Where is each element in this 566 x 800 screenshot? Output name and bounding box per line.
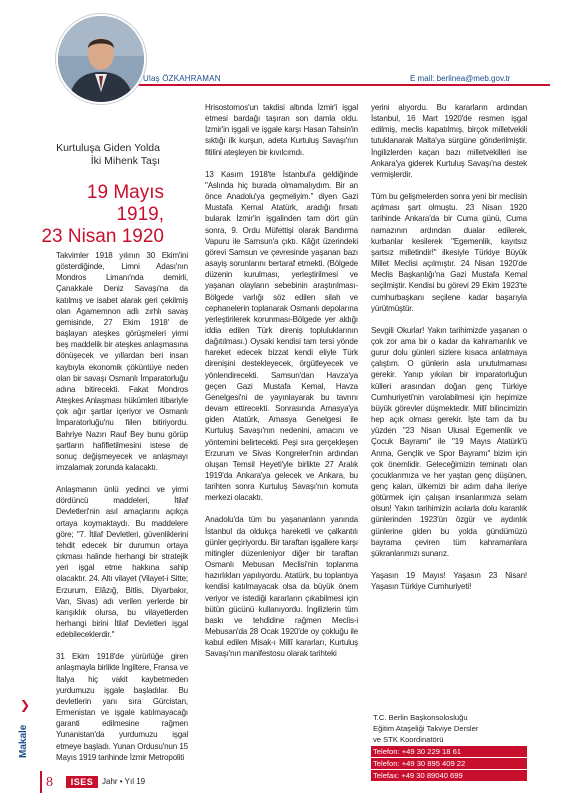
signature-institution: T.C. Berlin Başkonsolosluğu bbox=[373, 713, 468, 722]
paragraph: Tüm bu gelişmelerden sonra yeni bir meclisin açılması şart olmuştu. 23 Nisan 1920 tarihinde Ankara'da bir Cuma günü, Cuma namazının ardından dualar edilerek, kurbanlar kesilerek "Egemenlik, kayıtsız şartsız milletindir!" ilkesiyle Türkiye Büyük Millet Meclisi açılmıştır. 24 Nisan 1920'de Meclis Başkanlığı'na Gazi Mustafa Kemal seçilmiştir. Kendisi bu görevi 29 Ekim 1923'te cumhurbaşkanı seçilene kadar başarıyla yürütmüştür. bbox=[371, 192, 527, 313]
section-label: Makale bbox=[18, 724, 29, 758]
signature-department: Eğitim Ataşeliği Takviye Dersler bbox=[373, 724, 479, 734]
issue-info: Jahr • Yıl 19 bbox=[102, 777, 146, 786]
text-column-3 bbox=[371, 102, 527, 603]
title-line-2: 23 Nisan 1920 bbox=[41, 226, 164, 247]
paragraph: 13 Kasım 1918'te İstanbul'a geldiğinde "Aslında hiç burada olmamalıydım. Bir an önce Anadolu'ya geçmeliyim." diyen Gazi Mustafa Kemal Atatürk, aradığı fırsatı bularak İzmir'in işgalinden tam dört gün sonra, 9. Ordu Müfettişi olarak Bandırma Vapuru ile Samsun'a çıktı. Kâğıt üzerindeki görevi Samsun ve çevresinde yaşanan bazı asayiş sorunlarını bertaraf etmekti. (Bölgede düzenin kurulması, yerleştirilmesi ve yaşanan olayların sebebinin araştırılması-Bölgede varlığı söz edilen silah ve cephanelerin toplanarak Osmanlı depolarına yerleştirilerek korunması-Bölgede yer aldığı iddia edilen Türk direniş topluluklarının dağıtılması.) Oysaki kendisi tam tersi yönde hareket edecek bizzat kendi eliyle Türk direnişini destekleyecek, örgütleyecek ve yönlendirecekti. Samsun'dan Havza'ya geçen Gazi Mustafa Kemal, Havza Genelgesi'ni de yayınlayarak bu tavrını devam ettirecekti. Sonrasında Amasya'ya giden Atatürk, Amasya Genelgesi ile Kurtuluş Savaşı'nın nedenini, amacını ve yöntemini belirtecekti. Peşi sıra gerçekleşen Erzurum ve Sivas Kongreleri'nin ardından oluşan Temsil Heyeti'yle birlikte 27 Aralık 1919'da Ankara'ya gelecek ve Ankara, bu tarihten sonra Kurtuluş Savaşı'nın komuta merkezi olacaktı. bbox=[205, 169, 358, 503]
section-side-label bbox=[14, 698, 42, 758]
paragraph: yerini alıyordu. Bu kararların ardından İstanbul, 16 Mart 1920'de resmen işgal edilmiş, meclis kapatılmış, birçok milletvekili tutuklanarak Malta'ya sürgüne gönderilmiştir. İngilizlerden kaçan bazı milletvekilleri ise Ankara'ya giderek Kurtuluş Savaşı'na destek vermişlerdir. bbox=[371, 103, 527, 179]
paragraph: Anlaşmanın ünlü yedinci ve yirmi dördüncü maddeleri, İtilaf Devletleri'nin asıl amaçlarını açıkça ortaya koymaktaydı. Bu maddelere göre; "7. İtilaf Devletleri, güvenliklerini tehdit edecek bir durumun ortaya çıkması halinde herhangi bir stratejik yeri işgal etme hakkına sahip olacaktır. 24. Altı vilayet (Vilayet-i Sitte; Erzurum, Elâzığ, Bitlis, Diyarbakır, Van, Sivas) adı verilen yerlerde bir karışıklık olursa, bu vilayetlerden herhangi birini İtilaf Devletleri işgal edebileceklerdir." bbox=[56, 485, 188, 640]
signature-role: ve STK Koordinatörü bbox=[373, 735, 444, 745]
author-photo bbox=[56, 14, 146, 104]
signature-phone-1: Telefon: +49 30 229 18 61 bbox=[371, 746, 527, 757]
text-column-2 bbox=[205, 102, 358, 671]
paragraph: 31 Ekim 1918'de yürürlüğe giren anlaşmayla birlikte İngiltere, Fransa ve İtalya hiç vakit kaybetmeden yurdumuzu işgale başladılar. Bu devletlerin yanı sıra Gürcistan, Ermenistan ve işgale katılmayacağı garanti edilmesine rağmen Yunanistan'da yurdumuzu işgal etmeye başladı. Yunan Ordusu'nun 15 Mayıs 1919 tarihinde İzmir Metropoliti bbox=[56, 652, 188, 762]
article-title bbox=[40, 182, 164, 248]
closing-slogan: Yaşasın 19 Mayıs! Yaşasın 23 Nisan! Yaşasın Türkiye Cumhuriyeti! bbox=[371, 571, 527, 592]
chevron-right-icon: ❯ bbox=[20, 698, 31, 712]
author-signature-block bbox=[371, 712, 527, 782]
paragraph: Anadolu'da tüm bu yaşananların yanında İstanbul da oldukça hareketli ve çalkantılı günler geçiriyordu. Bir taraftan işgallere karşı mitingler düzenleniyor diğer bir taraftan Osmanlı Mebusan Meclisi'nin toplanma hazırlıkları yapılıyordu. Atatürk, bu toplantıya kendisi katılmayacak olsa da büyük önem veriyor ve istediği kararların çıkabilmesi için bütün gücünü kullanıyordu. İngilizlerin tüm baskı ve tehdidine rağmen Meclis-i Mebusan'da 28 Ocak 1920'de oy çokluğu ile kabul edilen Misak-ı Millî kararları, Kurtuluş Savaşı'nın manifestosu olarak tarihteki bbox=[205, 515, 358, 659]
paragraph: Sevgili Okurlar! Yakın tarihimizde yaşanan o çok zor ama bir o kadar da kahramanlık ve gurur dolu günleri sizlere kısaca anlatmaya çalıştım. O günlerin asla unutulmaması gerekir. Yanıp yıkılan bir imparatorluğun külleri arasından doğan genç Türkiye Cumhuriyeti'nin varolabilmesi için hepimize büyük görevler düşmektedir. Millî bilincimizin hep açık olması gerekir. İşte tam da bu yüzden "23 Nisan Ulusal Egemenlik ve Çocuk Bayramı" ile "19 Mayıs Atatürk'ü Anma, Gençlik ve Spor Bayramı" bizim için çok önemlidir. Geleceğimizin teminatı olan çocuklarımıza ve her yaştan genç düşünen, genç kalan, ülkemizi bir adım daha ileriye götürmek için çalışan insanlarımıza selam olsun! Yakın tarihimizin acılarla dolu karanlık günlerinden 1923'ün özgür ve aydınlık günlerine giden bu yolda gündümüzü bayrama çeviren tüm kahramanlara şükranlarımızı sunarız. bbox=[371, 325, 527, 558]
page-number: 8 bbox=[46, 775, 53, 790]
paragraph: Takvimler 1918 yılının 30 Ekim'ini gösterdiğinde, Limni Adası'nın Mondros Limanı'nda demirli, Çanakkale Deniz Savaşı'na da katılmış ve isabet alarak geri çekilmiş olan Agamemnon adlı zırhlı savaş gemisinde, 27 Ekim 1918' de başlayan ateşkes görüşmeleri yirmi beş maddelik bir ateşkes anlaşmasına dönüşecek ve yıllardan beri insan kaybıyla ekonomik çöküntüye neden olan bir savaşı Osmanlı İmparatorluğu adına bitirecekti. Fakat Mondros Ateşkes Anlaşması hükümleri itibariyle çok ağır şartlar içeriyor ve Osmanlı İmparatorluğu'nu fiilen bitiriyordu. Bahriye Nazırı Rauf Bey bunu görüp şartların hafifletilmesini istese de sonuç değişmeyecek ve anlaşmayı imzalamak zorunda kalacaktı. bbox=[56, 251, 188, 472]
author-portrait-image bbox=[58, 16, 144, 102]
author-name: Ulaş ÖZKAHRAMAN bbox=[143, 74, 221, 83]
magazine-logo: ISES bbox=[66, 776, 98, 788]
title-line-1: 19 Mayıs 1919, bbox=[86, 182, 164, 225]
text-column-1 bbox=[56, 250, 188, 774]
footer-rule bbox=[40, 771, 42, 793]
article-kicker: Kurtuluşa Giden Yolda İki Mihenk Taşı bbox=[56, 142, 160, 167]
signature-phone-2: Telefon: +49 30 895 409 22 bbox=[371, 758, 527, 769]
paragraph: Hrisostomos'un takdisi altında İzmir'i işgal etmesi bardağı taşıran son damla oldu. İzmir'in işgali ve işgale karşı Hasan Tahsin'in sıktığı ilk kurşun, adeta Kurtuluş Savaşı'nın fitilini ateşleyen bir kıvılcımdı. bbox=[205, 103, 358, 157]
header-rule bbox=[120, 84, 550, 86]
author-email: E mail: berlinea@meb.gov.tr bbox=[410, 74, 511, 83]
signature-fax: Telefax: +49 30 89040 699 bbox=[371, 770, 527, 781]
